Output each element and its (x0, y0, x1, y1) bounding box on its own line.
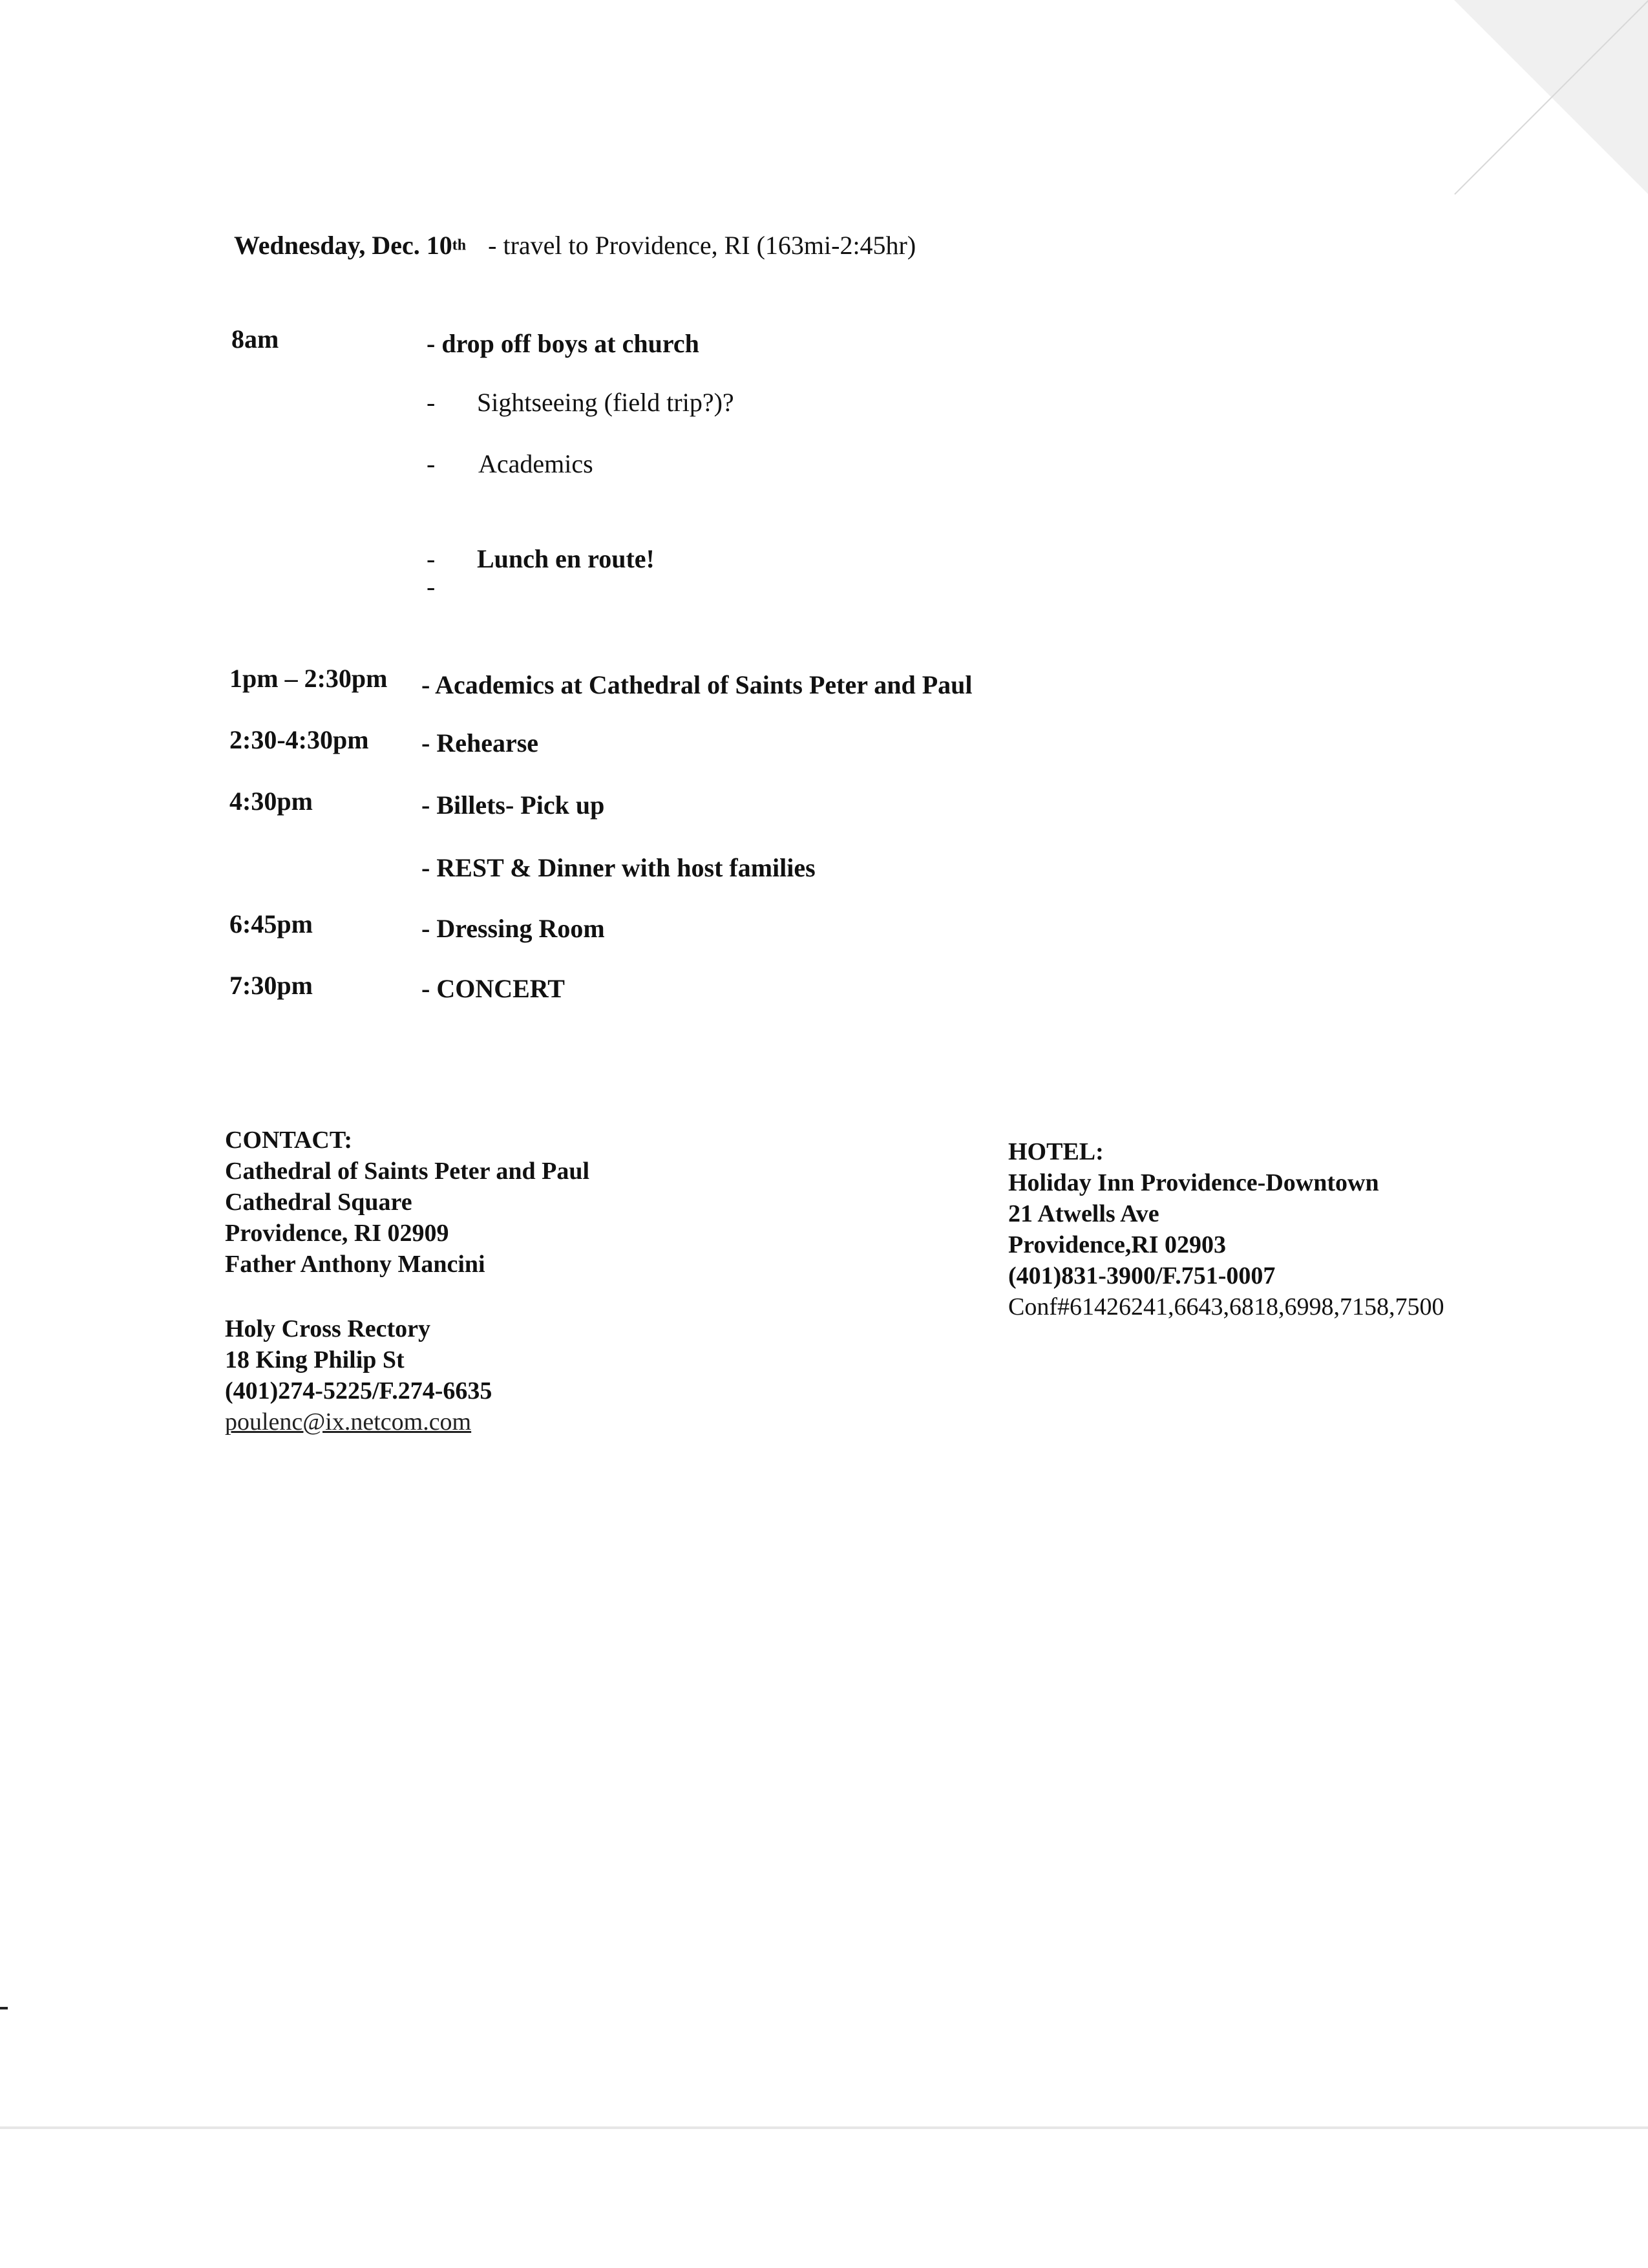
hotel-line-1: Holiday Inn Providence-Downtown (1008, 1169, 1379, 1196)
rectory-line-2: 18 King Philip St (225, 1346, 405, 1373)
item-cathedral-academics: - Academics at Cathedral of Saints Peter and Paul (421, 670, 973, 699)
contact-block (225, 1125, 589, 1280)
hotel-block (1008, 1136, 1444, 1322)
contact-line-1: Cathedral of Saints Peter and Paul (225, 1158, 590, 1185)
contact-heading: CONTACT: (225, 1127, 353, 1154)
scan-edge-band (0, 2126, 1648, 2129)
time-430: 4:30pm (229, 787, 313, 816)
item-sightseeing: Sightseeing (field trip?)? (477, 388, 734, 417)
title-travel: - travel to Providence, RI (163mi-2:45hr) (488, 231, 916, 260)
hotel-heading: HOTEL: (1008, 1138, 1104, 1165)
contact-email-link[interactable]: poulenc@ix.netcom.com (225, 1408, 472, 1436)
item-academics-dash: - (427, 449, 436, 478)
contact-line-4: Father Anthony Mancini (225, 1251, 485, 1278)
rectory-line-3: (401)274-5225/F.274-6635 (225, 1377, 492, 1404)
item-academics: Academics (478, 449, 593, 478)
hotel-line-4: (401)831-3900/F.751-0007 (1008, 1262, 1276, 1289)
title-day-suffix: th (452, 237, 467, 254)
item-rehearse: - Rehearse (421, 728, 539, 758)
hotel-line-5: Conf#61426241,6643,6818,6998,7158,7500 (1008, 1293, 1444, 1320)
item-rest-dinner: - REST & Dinner with host families (421, 853, 816, 882)
scan-mark (0, 2007, 8, 2009)
time-1pm: 1pm – 2:30pm (229, 664, 388, 693)
rectory-block (225, 1313, 492, 1437)
hotel-line-2: 21 Atwells Ave (1008, 1200, 1159, 1227)
contact-line-3: Providence, RI 02909 (225, 1220, 449, 1247)
time-230: 2:30-4:30pm (229, 725, 369, 754)
item-blank-dash: - (427, 572, 436, 601)
title-day: Wednesday, Dec. 10 (234, 231, 452, 260)
item-sightseeing-dash: - (427, 388, 436, 417)
item-concert: - CONCERT (421, 974, 565, 1003)
rectory-line-1: Holy Cross Rectory (225, 1315, 431, 1342)
item-drop-off: - drop off boys at church (427, 329, 699, 358)
time-645: 6:45pm (229, 909, 313, 938)
time-730: 7:30pm (229, 971, 313, 1000)
item-billets: - Billets- Pick up (421, 790, 605, 820)
hotel-line-3: Providence,RI 02903 (1008, 1231, 1227, 1258)
page-title (234, 233, 916, 259)
contact-line-2: Cathedral Square (225, 1189, 412, 1216)
time-8am: 8am (231, 324, 279, 354)
item-lunch: Lunch en route! (477, 544, 655, 573)
item-dressing-room: - Dressing Room (421, 914, 605, 943)
item-lunch-dash: - (427, 544, 436, 573)
